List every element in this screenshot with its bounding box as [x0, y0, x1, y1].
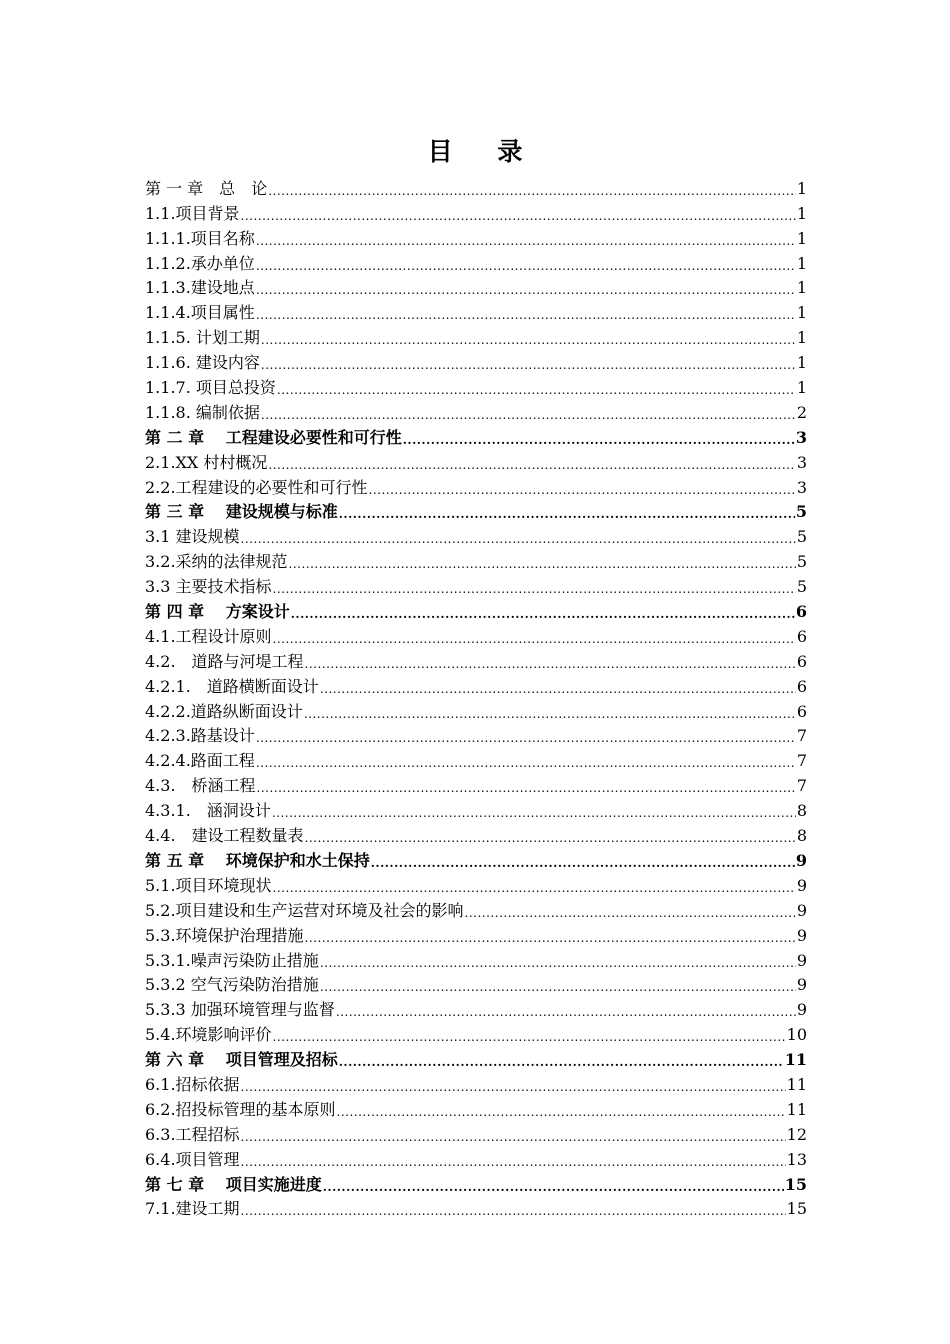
toc-entry[interactable] — [145, 1145, 807, 1170]
toc-entry[interactable] — [145, 323, 807, 348]
toc-entry-label: 5.3.3 加强环境管理与监督 — [145, 1000, 335, 1020]
toc-entry-page-number: 9 — [796, 925, 807, 945]
toc-entry-page-number: 15 — [786, 1199, 807, 1219]
toc-entry-label: 6.2.招投标管理的基本原则 — [145, 1099, 336, 1119]
toc-entry[interactable] — [145, 274, 807, 299]
dot-leader — [268, 183, 796, 199]
toc-entry[interactable] — [145, 249, 807, 274]
dot-leader — [256, 233, 796, 249]
toc-entry-label: 1.1.5. 计划工期 — [145, 328, 260, 348]
dot-leader — [320, 681, 796, 697]
toc-entry[interactable] — [145, 746, 807, 771]
toc-entry-page-number: 5 — [796, 552, 807, 572]
toc-entry[interactable] — [145, 174, 807, 199]
toc-entry-label: 第 五 章 环境保护和水土保持 — [145, 850, 370, 870]
toc-entry-label: 5.2.项目建设和生产运营对环境及社会的影响 — [145, 900, 464, 920]
toc-entry-label: 1.1.6. 建设内容 — [145, 353, 260, 373]
toc-entry-page-number: 7 — [796, 726, 807, 746]
toc-entry-page-number: 9 — [796, 950, 807, 970]
toc-title: 目 录 — [427, 137, 541, 166]
toc-entry-label: 第 四 章 方案设计 — [145, 602, 290, 622]
toc-entry-page-number: 5 — [796, 577, 807, 597]
toc-entry-label: 4.1.工程设计原则 — [145, 626, 272, 646]
toc-entry-page-number: 1 — [796, 378, 807, 398]
dot-leader — [261, 332, 796, 348]
toc-entry[interactable] — [145, 647, 807, 672]
toc-entry-page-number: 6 — [796, 701, 807, 721]
dot-leader — [241, 1154, 786, 1170]
toc-entry-page-number: 1 — [796, 328, 807, 348]
dot-leader — [257, 780, 796, 796]
dot-leader — [272, 805, 796, 821]
toc-entry-label: 2.2.工程建设的必要性和可行性 — [145, 477, 368, 497]
toc-entry-label: 第 二 章 工程建设必要性和可行性 — [145, 427, 402, 447]
dot-leader — [241, 1203, 786, 1219]
toc-entry-page-number: 5 — [795, 502, 807, 522]
table-of-contents — [145, 174, 807, 1219]
toc-chapter-entry[interactable] — [145, 597, 807, 622]
toc-entry[interactable] — [145, 1120, 807, 1145]
toc-entry-page-number: 1 — [796, 278, 807, 298]
toc-entry-label: 7.1.建设工期 — [145, 1199, 240, 1219]
toc-entry-page-number: 12 — [786, 1124, 807, 1144]
toc-entry-page-number: 1 — [796, 178, 807, 198]
toc-entry[interactable] — [145, 1070, 807, 1095]
toc-entry-page-number: 2 — [796, 402, 807, 422]
toc-entry-page-number: 7 — [796, 751, 807, 771]
dot-leader — [320, 955, 796, 971]
dot-leader — [241, 1079, 786, 1095]
toc-entry[interactable] — [145, 1095, 807, 1120]
toc-entry[interactable] — [145, 921, 807, 946]
dot-leader — [256, 730, 796, 746]
toc-entry[interactable] — [145, 473, 807, 498]
toc-entry-label: 5.4.环境影响评价 — [145, 1025, 272, 1045]
toc-chapter-entry[interactable] — [145, 498, 807, 523]
toc-entry-page-number: 3 — [795, 427, 807, 447]
toc-entry-page-number: 8 — [796, 801, 807, 821]
toc-entry-label: 2.1.XX 村村概况 — [145, 452, 268, 472]
toc-entry-label: 1.1.7. 项目总投资 — [145, 378, 276, 398]
toc-entry-label: 6.1.招标依据 — [145, 1074, 240, 1094]
toc-entry[interactable] — [145, 373, 807, 398]
toc-entry[interactable] — [145, 871, 807, 896]
toc-entry[interactable] — [145, 896, 807, 921]
toc-entry-label: 1.1.4.项目属性 — [145, 303, 255, 323]
toc-entry-page-number: 11 — [786, 1099, 807, 1119]
dot-leader — [273, 1029, 786, 1045]
toc-entry[interactable] — [145, 995, 807, 1020]
toc-entry-label: 4.2.1. 道路横断面设计 — [145, 676, 319, 696]
toc-entry[interactable] — [145, 572, 807, 597]
toc-entry-label: 6.4.项目管理 — [145, 1149, 240, 1169]
toc-entry[interactable] — [145, 697, 807, 722]
dot-leader — [261, 357, 796, 373]
toc-entry-page-number: 15 — [784, 1174, 807, 1194]
toc-chapter-entry[interactable] — [145, 1170, 807, 1195]
toc-entry[interactable] — [145, 398, 807, 423]
toc-entry-page-number: 9 — [795, 850, 807, 870]
dot-leader — [465, 905, 796, 921]
toc-entry-page-number: 9 — [796, 1000, 807, 1020]
toc-entry[interactable] — [145, 672, 807, 697]
toc-entry[interactable] — [145, 821, 807, 846]
dot-leader — [369, 482, 796, 498]
dot-leader — [241, 1129, 786, 1145]
dot-leader — [241, 531, 796, 547]
toc-entry-label: 5.3.2 空气污染防治措施 — [145, 975, 319, 995]
toc-entry-page-number: 1 — [796, 253, 807, 273]
toc-entry[interactable] — [145, 771, 807, 796]
toc-entry-page-number: 6 — [795, 602, 807, 622]
toc-entry-label: 第 一 章 总 论 — [145, 178, 268, 198]
toc-entry[interactable] — [145, 946, 807, 971]
dot-leader — [339, 1054, 784, 1070]
dot-leader — [403, 432, 795, 448]
dot-leader — [320, 979, 796, 995]
dot-leader — [256, 307, 796, 323]
toc-entry-label: 3.2.采纳的法律规范 — [145, 552, 288, 572]
toc-entry[interactable] — [145, 971, 807, 996]
toc-entry-label: 第 三 章 建设规模与标准 — [145, 502, 338, 522]
dot-leader — [273, 631, 796, 647]
dot-leader — [305, 930, 796, 946]
toc-entry-label: 1.1.1.项目名称 — [145, 228, 255, 248]
toc-entry-label: 4.2.3.路基设计 — [145, 726, 255, 746]
dot-leader — [273, 581, 796, 597]
toc-entry-page-number: 6 — [796, 676, 807, 696]
dot-leader — [273, 880, 796, 896]
toc-entry-page-number: 3 — [796, 477, 807, 497]
dot-leader — [289, 556, 796, 572]
dot-leader — [305, 830, 796, 846]
toc-entry[interactable] — [145, 1195, 807, 1220]
toc-entry[interactable] — [145, 547, 807, 572]
toc-entry-label: 3.1 建设规模 — [145, 527, 240, 547]
toc-entry-label: 4.3.1. 涵洞设计 — [145, 801, 271, 821]
dot-leader — [305, 656, 796, 672]
toc-entry-label: 第 六 章 项目管理及招标 — [145, 1050, 338, 1070]
toc-entry[interactable] — [145, 622, 807, 647]
dot-leader — [261, 407, 796, 423]
dot-leader — [339, 506, 795, 522]
toc-entry-label: 1.1.3.建设地点 — [145, 278, 255, 298]
toc-entry-page-number: 11 — [784, 1050, 807, 1070]
toc-entry-label: 5.3.环境保护治理措施 — [145, 925, 304, 945]
dot-leader — [323, 1179, 784, 1195]
dot-leader — [256, 755, 796, 771]
toc-entry-page-number: 6 — [796, 651, 807, 671]
toc-entry-page-number: 3 — [796, 452, 807, 472]
toc-entry-page-number: 13 — [786, 1149, 807, 1169]
toc-entry-page-number: 1 — [796, 353, 807, 373]
toc-entry-page-number: 10 — [786, 1025, 807, 1045]
toc-entry-page-number: 9 — [796, 975, 807, 995]
toc-chapter-entry[interactable] — [145, 423, 807, 448]
toc-entry-label: 4.2.2.道路纵断面设计 — [145, 701, 303, 721]
dot-leader — [241, 208, 796, 224]
toc-chapter-entry[interactable] — [145, 1045, 807, 1070]
toc-entry[interactable] — [145, 199, 807, 224]
toc-entry-label: 1.1.8. 编制依据 — [145, 402, 260, 422]
dot-leader — [291, 606, 795, 622]
dot-leader — [277, 382, 796, 398]
toc-entry-page-number: 5 — [796, 527, 807, 547]
toc-entry-page-number: 11 — [786, 1074, 807, 1094]
dot-leader — [336, 1004, 796, 1020]
toc-entry-page-number: 8 — [796, 826, 807, 846]
dot-leader — [371, 855, 795, 871]
dot-leader — [337, 1104, 786, 1120]
toc-entry-page-number: 1 — [796, 303, 807, 323]
toc-chapter-entry[interactable] — [145, 846, 807, 871]
toc-entry-page-number: 1 — [796, 228, 807, 248]
toc-entry[interactable] — [145, 448, 807, 473]
toc-entry-label: 3.3 主要技术指标 — [145, 577, 272, 597]
dot-leader — [256, 258, 796, 274]
toc-entry[interactable] — [145, 224, 807, 249]
toc-entry-label: 1.1.项目背景 — [145, 203, 240, 223]
toc-entry-label: 4.2. 道路与河堤工程 — [145, 651, 304, 671]
toc-entry-label: 6.3.工程招标 — [145, 1124, 240, 1144]
toc-entry[interactable] — [145, 298, 807, 323]
toc-entry-page-number: 6 — [796, 626, 807, 646]
toc-entry-page-number: 9 — [796, 900, 807, 920]
toc-entry-label: 5.1.项目环境现状 — [145, 875, 272, 895]
toc-entry[interactable] — [145, 722, 807, 747]
toc-entry-label: 第 七 章 项目实施进度 — [145, 1174, 322, 1194]
toc-entry-label: 5.3.1.噪声污染防止措施 — [145, 950, 319, 970]
toc-entry-label: 4.3. 桥涵工程 — [145, 776, 256, 796]
dot-leader — [304, 706, 796, 722]
dot-leader — [268, 457, 795, 473]
toc-entry[interactable] — [145, 1020, 807, 1045]
toc-entry-label: 1.1.2.承办单位 — [145, 253, 255, 273]
toc-entry[interactable] — [145, 522, 807, 547]
toc-entry[interactable] — [145, 796, 807, 821]
toc-entry-label: 4.4. 建设工程数量表 — [145, 826, 304, 846]
toc-entry-page-number: 7 — [796, 776, 807, 796]
toc-entry-label: 4.2.4.路面工程 — [145, 751, 255, 771]
toc-entry-page-number: 9 — [796, 875, 807, 895]
dot-leader — [256, 282, 796, 298]
toc-entry-page-number: 1 — [796, 203, 807, 223]
toc-entry[interactable] — [145, 348, 807, 373]
